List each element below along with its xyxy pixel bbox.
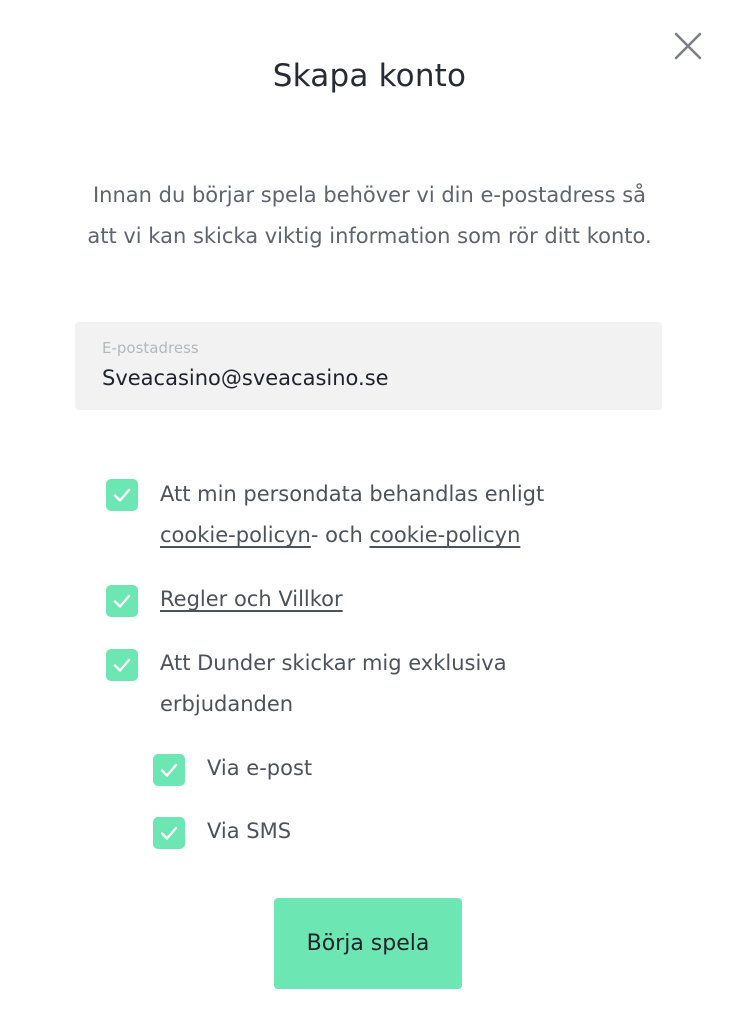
start-playing-button[interactable] — [274, 898, 462, 989]
checkmark-icon — [106, 649, 138, 681]
intro-text: Innan du börjar spela behöver vi din e-postadress så att vi kan skicka viktig information som rör ditt konto. — [87, 183, 652, 248]
checkmark-icon — [106, 479, 138, 511]
via-sms-label: Via SMS — [207, 819, 292, 843]
privacy-consent-checkbox[interactable] — [106, 479, 138, 511]
cookie-policy-link-2[interactable]: cookie-policyn — [369, 523, 521, 547]
cookie-policy-link[interactable]: cookie-policyn — [160, 523, 311, 547]
email-field[interactable] — [75, 322, 662, 410]
terms-link[interactable]: Regler och Villkor — [160, 587, 343, 611]
checkmark-icon — [106, 585, 138, 617]
email-field-label: E-postadress — [102, 339, 199, 357]
email-field-value[interactable]: Sveacasino@sveacasino.se — [102, 366, 389, 390]
via-email-label: Via e-post — [207, 756, 313, 780]
via-email-checkbox[interactable] — [153, 754, 185, 786]
privacy-consent-text: Att min persondata behandlas enligt — [160, 482, 545, 506]
terms-consent-checkbox[interactable] — [106, 585, 138, 617]
page-title: Skapa konto — [272, 58, 467, 94]
offers-consent-label: Att Dunder skickar mig exklusiva erbjudanden — [160, 651, 507, 716]
checkmark-icon — [153, 754, 185, 786]
terms-consent-label — [160, 579, 343, 620]
checkmark-icon — [153, 817, 185, 849]
start-playing-button-label: Börja spela — [306, 931, 430, 956]
privacy-consent-label — [160, 474, 620, 556]
via-sms-checkbox[interactable] — [153, 817, 185, 849]
offers-consent-checkbox[interactable] — [106, 649, 138, 681]
privacy-consent-text-middle: - och — [310, 523, 370, 547]
